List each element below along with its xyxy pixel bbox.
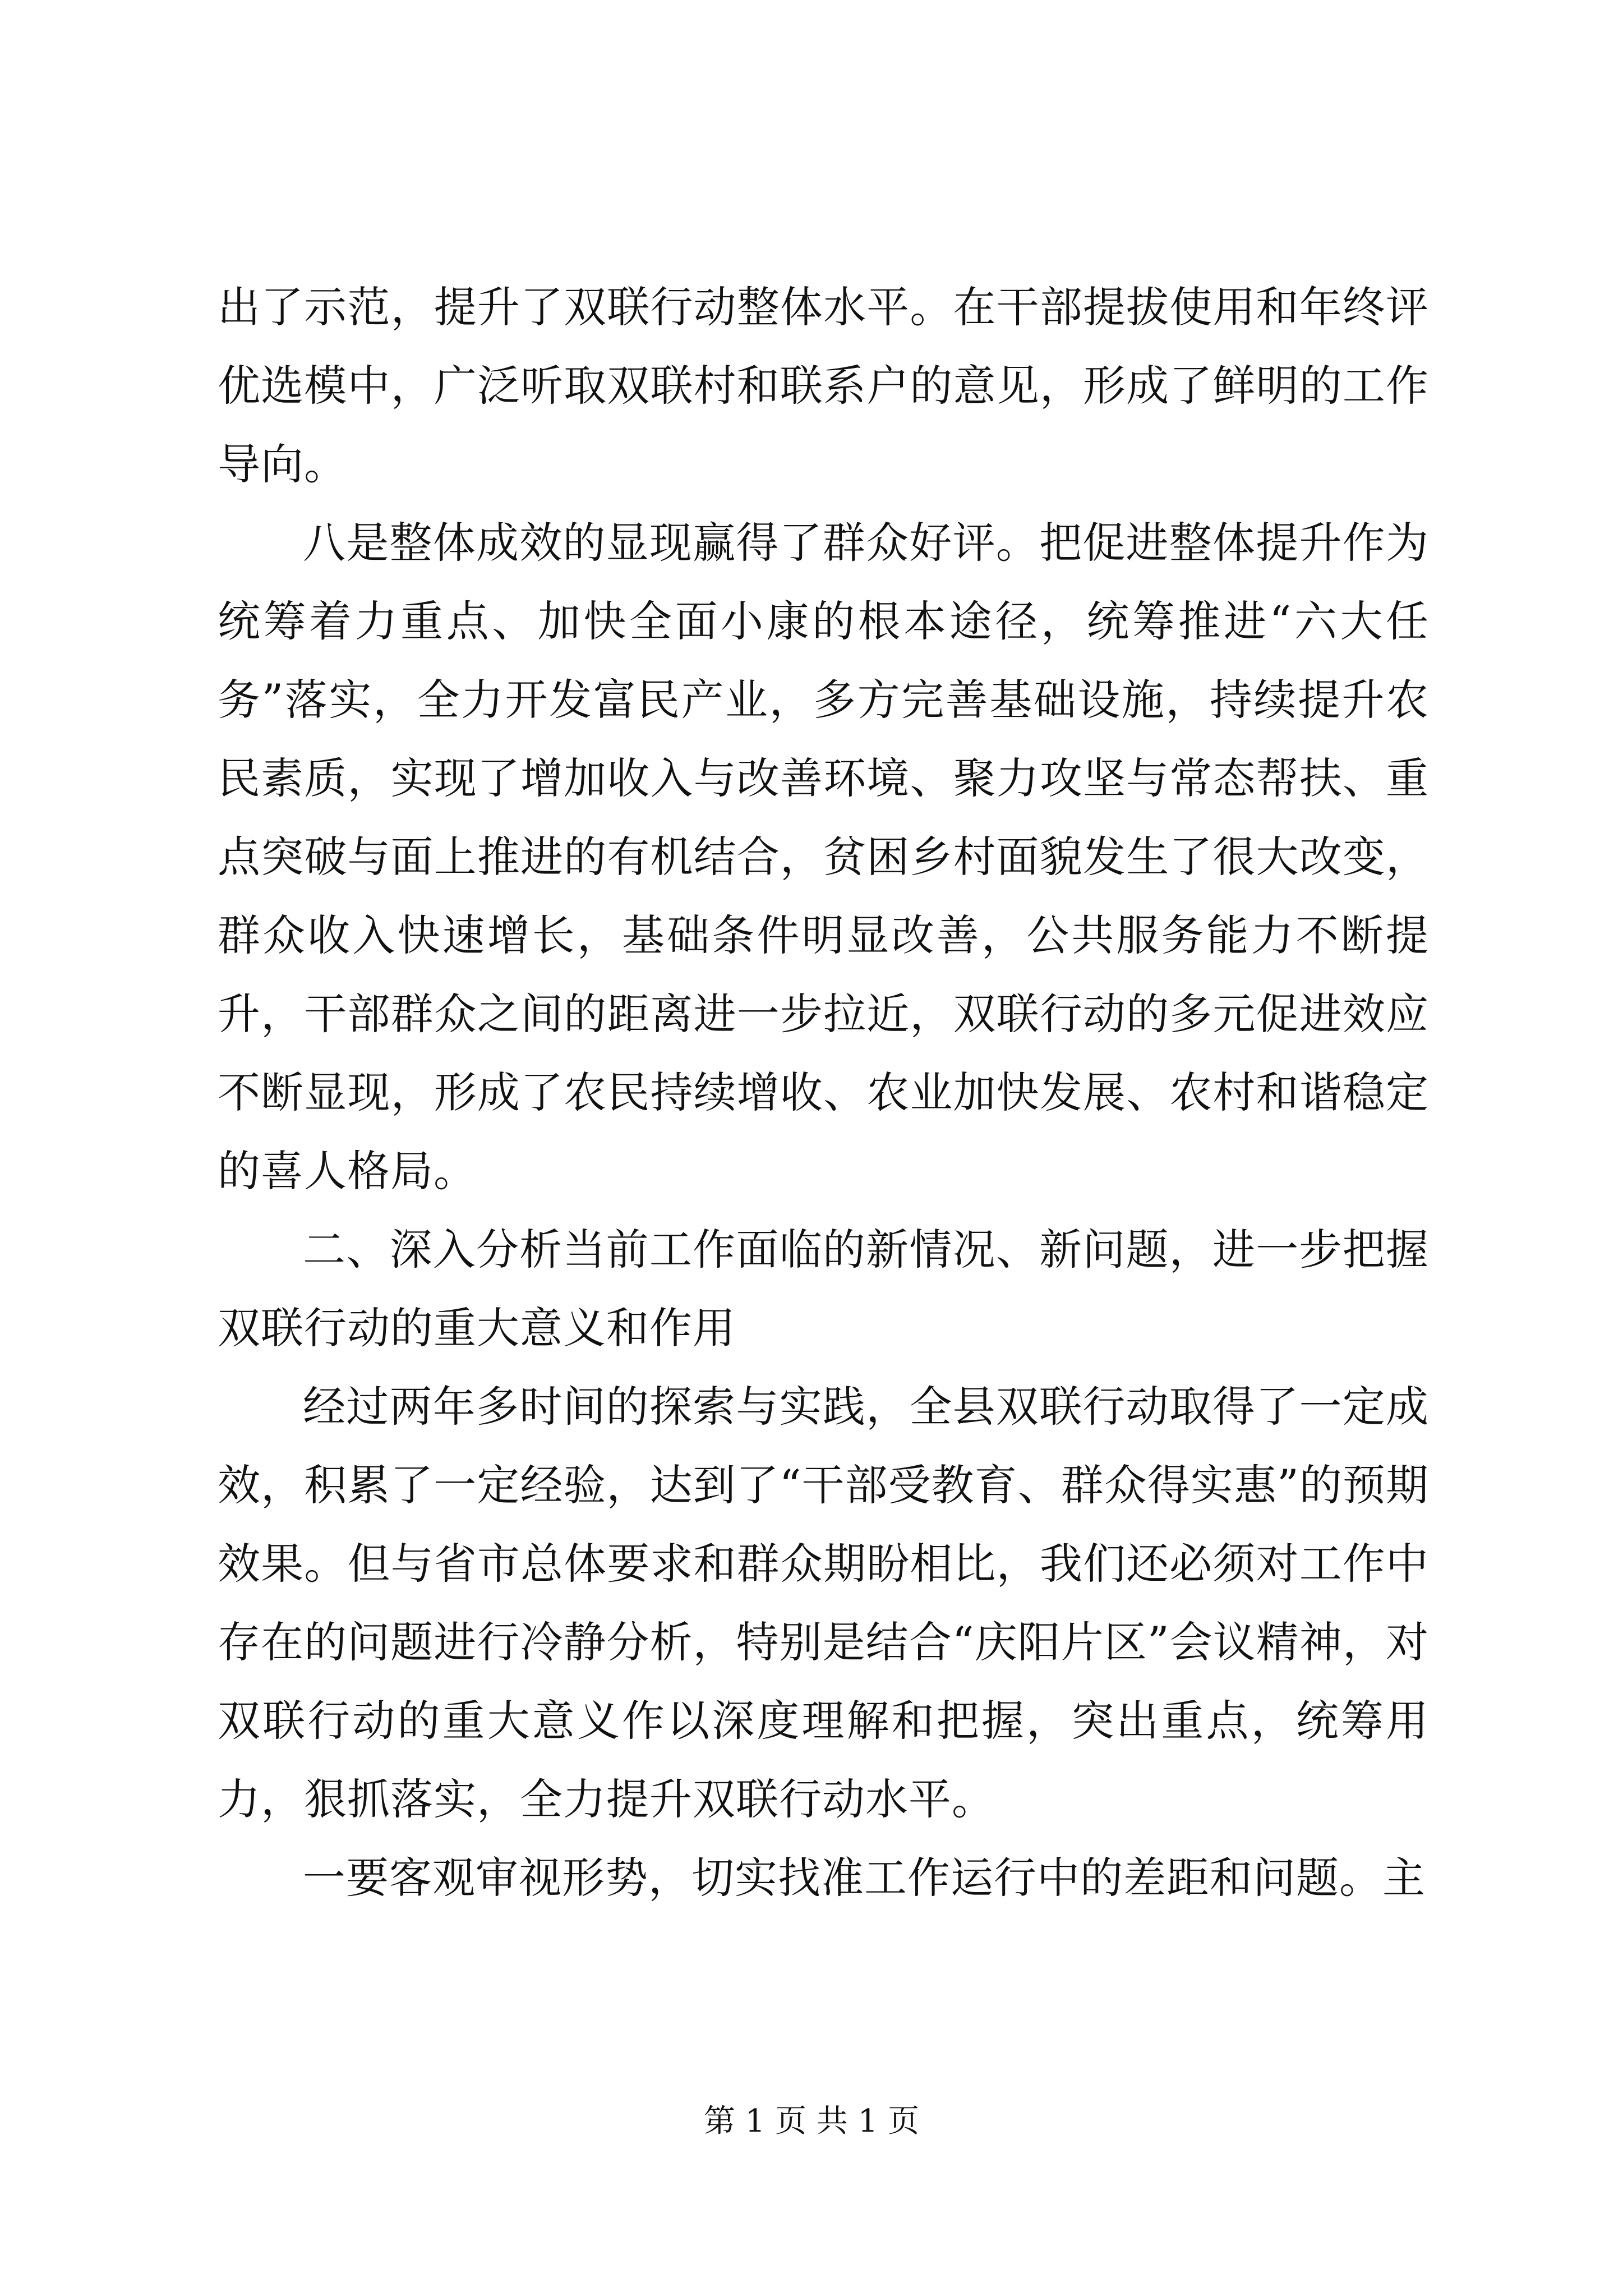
page-footer: 第 1 页 共 1 页 <box>703 2103 920 2139</box>
paragraph-item-eight: 八是整体成效的显现赢得了群众好评。把促进整体提升作为统筹着力重点、加快全面小康的根本途径，统筹推进“六大任务”落实，全力开发富民产业，多方完善基础设施，持续提升农民素质，实现了增加收入与改善环境、聚力攻坚与常态帮扶、重点突破与面上推进的有机结合，贫困乡村面貌发生了很大改变，群众收入快速增长，基础条件明显改善，公共服务能力不断提升，干部群众之间的距离进一步拉近，双联行动的多元促进效应不断显现，形成了农民持续增收、农业加快发展、农村和谐稳定的喜人格局。 <box>218 518 1429 1196</box>
document-body <box>218 268 1429 1917</box>
paragraph-continuation: 出了示范，提升了双联行动整体水平。在干部提拔使用和年终评优选模中，广泛听取双联村和联系户的意见，形成了鲜明的工作导向。 <box>218 282 1429 489</box>
section-heading-two: 二、深入分析当前工作面临的新情况、新问题，进一步把握双联行动的重大意义和作用 <box>218 1225 1429 1353</box>
paragraph-analysis: 经过两年多时间的探索与实践，全县双联行动取得了一定成效，积累了一定经验，达到了“干部受教育、群众得实惠”的预期效果。但与省市总体要求和群众期盼相比，我们还必须对工作中存在的问题进行冷静分析，特别是结合“庆阳片区”会议精神，对双联行动的重大意义作以深度理解和把握，突出重点，统筹用力，狠抓落实，全力提升双联行动水平。 <box>218 1382 1429 1824</box>
paragraph-point-one: 一要客观审视形势，切实找准工作运行中的差距和问题。主 <box>303 1853 1426 1903</box>
